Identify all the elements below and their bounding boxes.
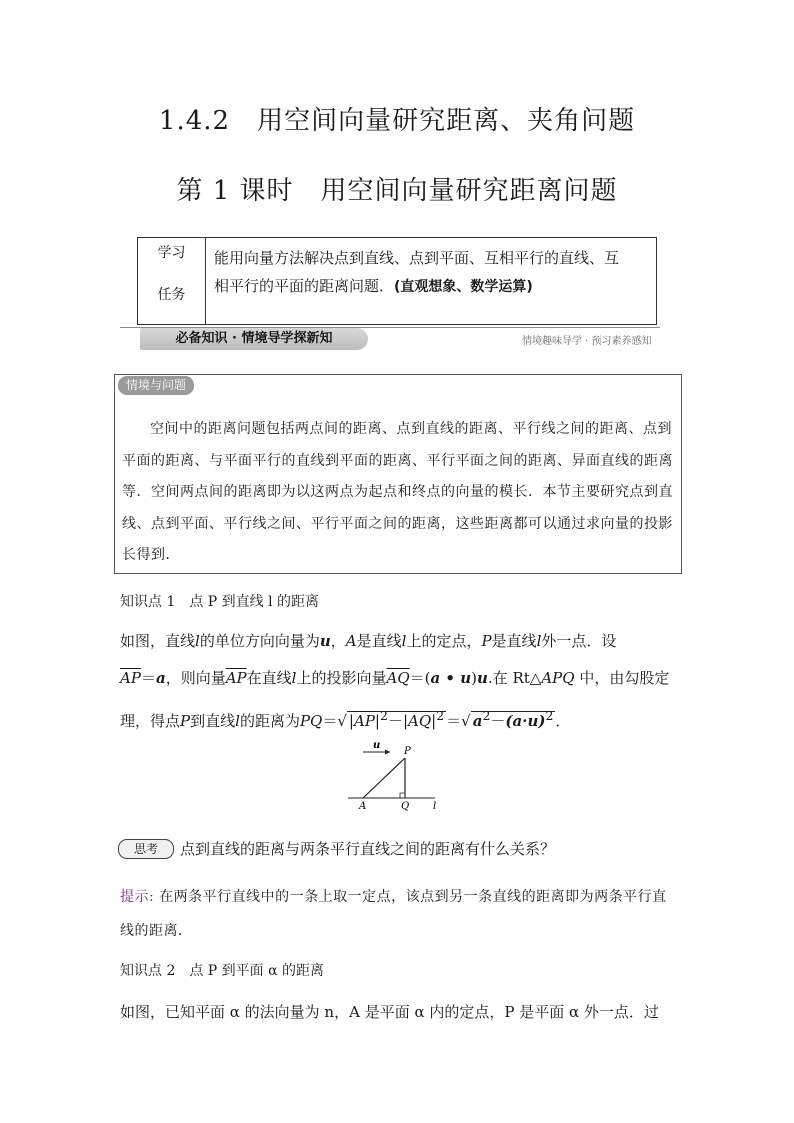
distance-formula: √ $|\overline{AP}|^2-|\overline{AQ}|^2$ ＝√ $a^2-(a\cdot u)^2$	[337, 708, 554, 730]
hint-text: 在两条平行直线中的一条上取一定点，该点到另一条直线的距离即为两条平行直线的距离．	[120, 889, 667, 939]
task-content	[214, 244, 650, 301]
task-label-line1: 学习	[157, 245, 186, 261]
scenario-text: 空间中的距离问题包括两点间的距离、点到直线的距离、平行线之间的距离、点到平面的距离、与平面平行的直线到平面的距离、平行平面之间的距离、异面直线的距离等．空间两点间的距离即为以这两点为起点和终点的向量的模长．本节主要研究点到直线、点到平面、平行线之间、平行平面之间的距离，这些距离都可以通过求向量的投影长得到．	[122, 421, 673, 563]
lesson-subtitle: 第 1 课时 用空间向量研究距离问题	[176, 176, 618, 206]
knowledge-point-2-heading: 知识点 2 点 P 到平面 α 的距离	[120, 963, 325, 979]
knowledge-2-line-1: 如图，已知平面 α 的法向量为 n，A 是平面 α 内的定点，P 是平面 α 外一点．过	[120, 1003, 659, 1021]
task-label-cell	[138, 238, 206, 324]
task-literacy: (直观想象、数学运算)	[394, 279, 533, 295]
segment-ap	[363, 758, 405, 798]
scenario-tag: 情境与问题	[118, 376, 194, 395]
task-content-text: 相平行的平面的距离问题．	[214, 277, 395, 295]
label-p: P	[404, 746, 411, 757]
vector-u-arrowhead	[385, 750, 390, 755]
vector-aq: $\overline{AQ}$	[386, 669, 410, 687]
point-line-distance-figure	[345, 738, 450, 813]
label-q: Q	[401, 801, 410, 812]
label-a: A	[359, 801, 367, 812]
task-content-line2	[214, 272, 650, 301]
task-label-line2: 任务	[157, 287, 186, 303]
think-question: 点到直线的距离与两条平行直线之间的距离有什么关系？	[180, 840, 556, 858]
think-tag: 思考	[118, 839, 174, 859]
task-content-line1: 能用向量方法解决点到直线、点到平面、互相平行的直线、互	[214, 249, 620, 267]
knowledge-point-1-heading: 知识点 1 点 P 到直线 l 的距离	[120, 594, 320, 610]
k1-line-2: $\overline{AP}=a$，则向量$\overline{AP}$在直线l上的投影向量$\overline{AQ}=(a$ • u)u.在 Rt△APQ 中，由勾股定	[120, 669, 670, 687]
label-l: l	[433, 801, 437, 812]
knowledge-1-paragraph	[120, 623, 680, 740]
hint-label: 提示:	[120, 889, 155, 905]
hint-block	[120, 880, 680, 948]
section-banner-subtitle: 情境趣味导学 · 预习素养感知	[522, 336, 652, 347]
lesson-title: 1.4.2 用空间向量研究距离、夹角问题	[158, 106, 636, 136]
section-banner: 必备知识 · 情境导学探新知	[140, 328, 368, 350]
learning-task-table	[137, 237, 657, 325]
vector-ap: $\overline{AP}$	[120, 669, 141, 687]
k1-line-1: 如图，直线l的单位方向向量为u，A是直线l上的定点，P是直线l外一点．设	[120, 632, 617, 650]
label-u: u	[373, 740, 381, 751]
right-angle-mark	[400, 793, 405, 798]
k1-line-3: 理，得点P到直线l的距离为PQ＝√ $|\overline{AP}|^2-|\overline{AQ}|^2$ ＝√ $a^2-(a\cdot u)^2$ ．	[120, 708, 571, 730]
